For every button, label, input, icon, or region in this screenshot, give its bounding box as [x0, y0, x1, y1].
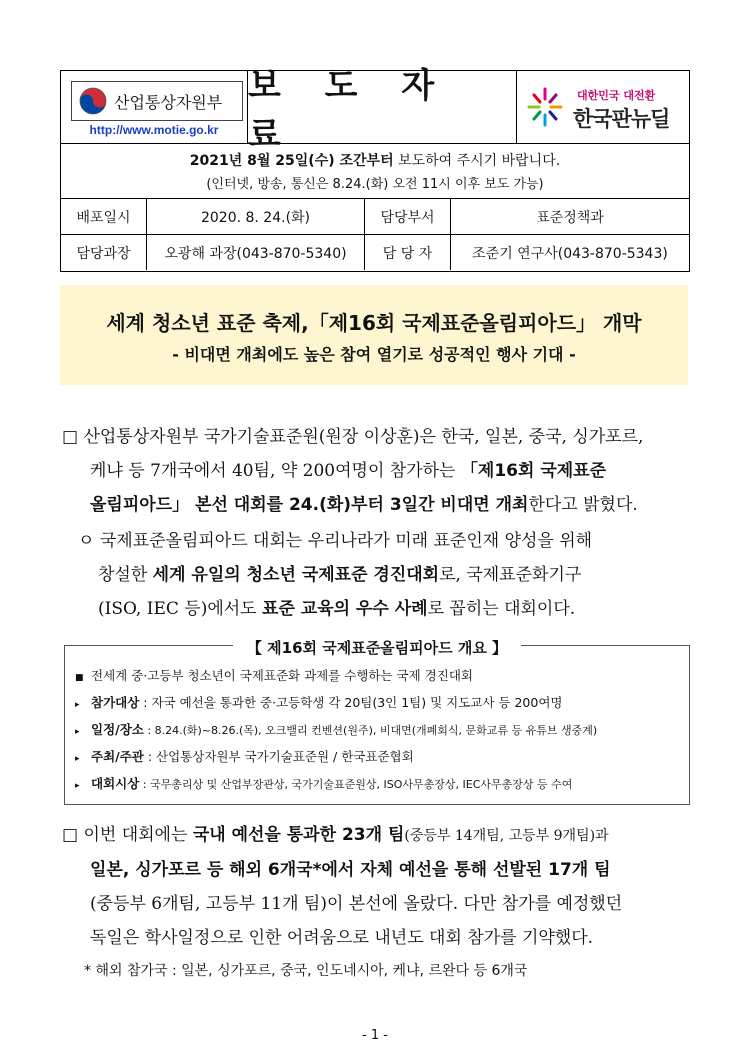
embargo-date: 2021년 8월 25일(수) 조간부터 [189, 153, 394, 169]
document-title: 보 도 자 료 [248, 71, 517, 143]
distribution-row [61, 199, 689, 235]
ministry-logo [71, 81, 243, 121]
para1-line1: 산업통상자원부 국가기술표준원(원장 이상훈)은 한국, 일본, 중국, 싱가포르, [83, 427, 644, 447]
square-bullet-icon: ■ [75, 673, 84, 683]
headline-title: 세계 청소년 표준 축제,「제16회 국제표준올림피아드」 개막 [106, 311, 642, 335]
overview-item-label: 주최/주관 [91, 749, 144, 764]
para2-line3-bold: 표준 교육의 우수 사례 [262, 599, 428, 619]
taegeuk-icon [78, 86, 108, 116]
overview-box [64, 639, 690, 805]
overview-item-label: 참가대상 [91, 695, 140, 710]
dept-value: 표준정책과 [536, 209, 604, 226]
list-item [75, 770, 685, 797]
list-item [75, 743, 685, 770]
dist-label: 배포일시 [61, 199, 147, 234]
new-deal-star-icon [525, 85, 565, 129]
para2-line2a: 창설한 [98, 565, 153, 585]
bullet-square: □ [62, 825, 79, 845]
list-item [75, 689, 685, 716]
list-item [75, 716, 685, 743]
overview-item-text: : 8.24.(화)~8.26.(목), 오크밸리 컨벤션(원주), 비대면(개폐회식, 문화교류 등 유튜브 생중계) [143, 724, 598, 737]
overview-item-text: 전세계 중·고등부 청소년이 국제표준화 과제를 수행하는 국제 경진대회 [91, 668, 473, 683]
overview-heading: 【 제16회 국제표준올림피아드 개요 】 [233, 639, 521, 657]
overview-item-label: 일정/장소 [91, 722, 144, 737]
para3-line1-bold: 국내 예선을 통과한 23개 팀 [192, 825, 405, 845]
dept-label: 담당부서 [365, 199, 451, 234]
footnote: * 해외 참가국 : 일본, 싱가포르, 중국, 인도네시아, 케냐, 르완다 등 6개국 [84, 963, 528, 979]
overview-item-text: : 자국 예선을 통과한 중·고등학생 각 20팀(3인 1팀) 및 지도교사 등 200여명 [139, 695, 563, 710]
press-header-table [60, 66, 690, 272]
contact-row [61, 235, 689, 270]
paragraph-2 [78, 524, 692, 626]
triangle-bullet-icon: ▸ [75, 727, 80, 737]
para1-line2-bold: 「제16회 국제표준 [460, 461, 606, 481]
para3-line2-bold: 일본, 싱가포르 등 해외 6개국*에서 자체 예선을 통해 선발된 17개 팀 [90, 860, 611, 880]
para3-line1a: 이번 대회에는 [83, 825, 193, 845]
new-deal-big: 한국판뉴딜 [573, 107, 670, 131]
embargo-text: 보도하여 주시기 바랍니다. [393, 153, 561, 169]
para2-line1: 국제표준올림피아드 대회는 우리나라가 미래 표준인재 양성을 위해 [99, 531, 593, 551]
new-deal-logo [517, 71, 689, 143]
page-number: - 1 - [362, 1028, 388, 1043]
overview-item-label: 대회시상 [91, 776, 140, 791]
triangle-bullet-icon: ▸ [75, 781, 80, 791]
ministry-logo-cell [61, 71, 248, 143]
triangle-bullet-icon: ▸ [75, 754, 80, 764]
para2-line3c: 로 꼽히는 대회이다. [427, 599, 576, 619]
staff-value: 조준기 연구사(043-870-5343) [472, 245, 668, 262]
overview-item-text: : 산업통상자원부 국가기술표준원 / 한국표준협회 [143, 749, 414, 764]
ministry-name: 산업통상자원부 [114, 92, 223, 112]
para1-line2: 케냐 등 7개국에서 40팀, 약 200여명이 참가하는 [90, 461, 461, 481]
para3-line4: 독일은 학사일정으로 인한 어려움으로 내년도 대회 참가를 기약했다. [90, 928, 594, 948]
para2-line2c: 로, 국제표준화기구 [439, 565, 582, 585]
bullet-square: □ [62, 427, 79, 447]
para2-line3a: (ISO, IEC 등)에서도 [98, 599, 263, 619]
staff-label: 담 당 자 [365, 235, 451, 270]
paragraph-1 [62, 420, 692, 522]
embargo-row [61, 144, 689, 199]
para3-line3: (중등부 6개팀, 고등부 11개 팀)이 본선에 올랐다. 다만 참가를 예정했던 [90, 894, 623, 914]
triangle-bullet-icon: ▸ [75, 700, 80, 710]
headline-subtitle: - 비대면 개최에도 높은 참여 열기로 성공적인 행사 기대 - [172, 345, 576, 364]
paragraph-3 [62, 818, 692, 955]
list-item [75, 662, 685, 689]
para1-line3-bold: 올림피아드」 본선 대회를 24.(화)부터 3일간 비대면 개최 [90, 495, 529, 515]
embargo-note: (인터넷, 방송, 통신은 8.24.(화) 오전 11시 이후 보도 가능) [206, 177, 544, 192]
manager-value: 오광해 과장(043-870-5340) [147, 235, 365, 270]
manager-label: 담당과장 [61, 235, 147, 270]
para2-line2-bold: 세계 유일의 청소년 국제표준 경진대회 [152, 565, 440, 585]
overview-item-text: : 국무총리상 및 산업부장관상, 국가기술표준원상, ISO사무총장상, IEC사무총장상 등 수여 [139, 778, 573, 791]
dist-value: 2020. 8. 24.(화) [147, 199, 365, 234]
header-row-top [61, 66, 689, 155]
overview-list [75, 662, 685, 797]
para3-line1c: (중등부 14개팀, 고등부 9개팀)과 [404, 828, 609, 844]
bullet-circle: ㅇ [78, 531, 95, 551]
headline-band [60, 285, 688, 385]
para1-line3: 한다고 밝혔다. [528, 495, 638, 515]
new-deal-small: 대한민국 대전환 [577, 89, 656, 102]
ministry-url[interactable]: http://www.motie.go.kr [89, 123, 219, 137]
